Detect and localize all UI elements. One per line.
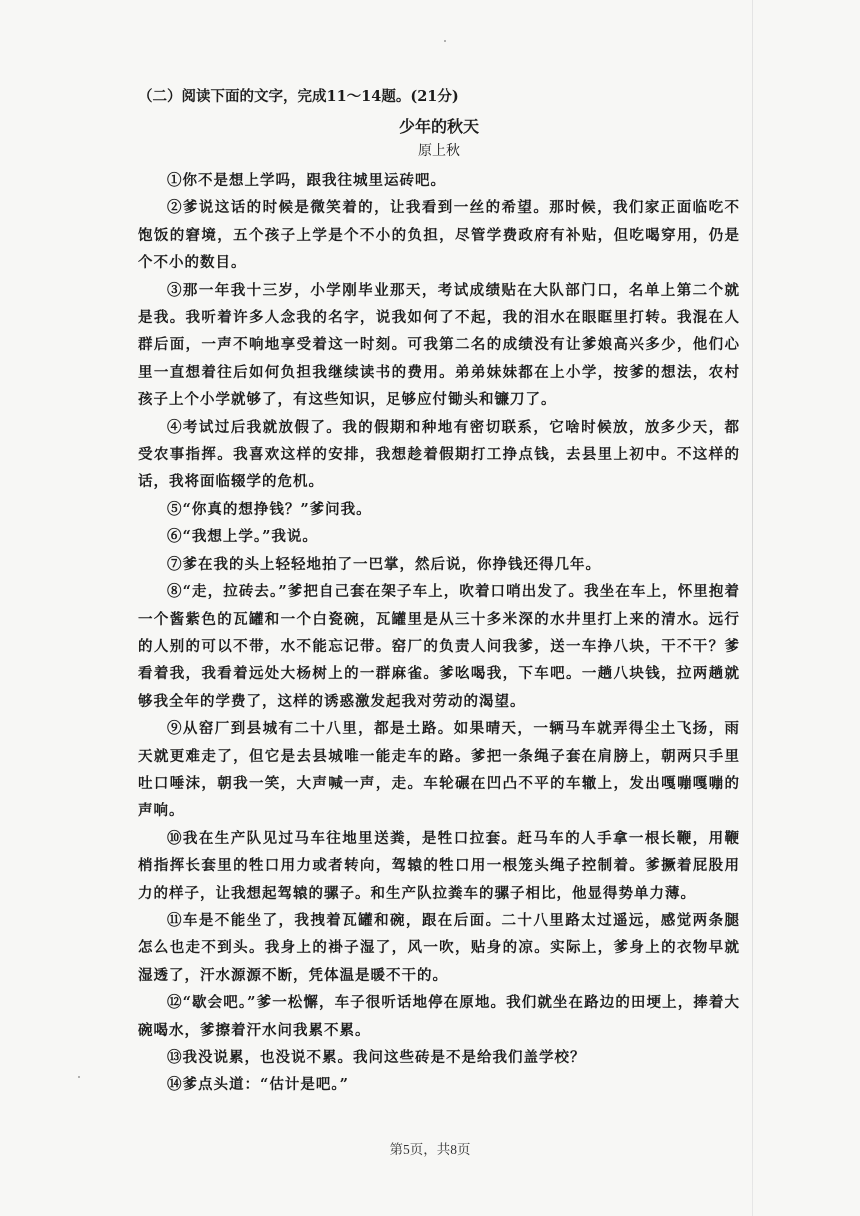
paragraph-4: ④考试过后我就放假了。我的假期和种地有密切联系，它啥时候放，放多少天，都受农事指挥。我喜欢这样的安排，我想趁着假期打工挣点钱，去县里上初中。不这样的话，我将面临辍学的危机。	[138, 418, 740, 491]
paragraph-5: ⑤“你真的想挣钱？”爹问我。	[167, 500, 372, 518]
paragraph-7: ⑦爹在我的头上轻轻地拍了一巴掌，然后说，你挣钱还得几年。	[167, 555, 601, 573]
reading-section	[138, 86, 740, 1099]
article-title: 少年的秋天	[398, 117, 479, 136]
paragraph-10: ⑩我在生产队见过马车往地里送粪，是牲口拉套。赶马车的人手拿一根长鞭，用鞭梢指挥长套里的牲口用力或者转向，驾辕的牲口用一根笼头绳子控制着。爹撅着屁股用力的样子，让我想起驾辕的骡子。和生产队拉粪车的骡子相比，他显得势单力薄。	[138, 829, 740, 902]
paragraph-14: ⑭爹点头道：“估计是吧。”	[167, 1076, 349, 1094]
section-heading: （二）阅读下面的文字，完成11～14题。(21分)	[138, 88, 459, 105]
paragraph-13: ⑬我没说累，也没说不累。我问这些砖是不是给我们盖学校？	[167, 1049, 586, 1066]
paragraph-11: ⑪车是不能坐了，我拽着瓦罐和碗，跟在后面。二十八里路太过遥远，感觉两条腿怎么也走不到头。我身上的褂子湿了，风一吹，贴身的凉。实际上，爹身上的衣物早就湿透了，汗水源源不断，凭体温是暖不干的。	[138, 911, 740, 984]
paragraph-6: ⑥“我想上学。”我说。	[167, 528, 318, 546]
article-body	[138, 167, 740, 1099]
scan-edge-line	[752, 0, 753, 1216]
paragraph-9: ⑨从窑厂到县城有二十八里，都是土路。如果晴天，一辆马车就弄得尘土飞扬，雨天就更难走了，但它是去县城唯一能走车的路。爹把一条绳子套在肩膀上，朝两只手里吐口唾沫，朝我一笑，大声喊一声，走。车轮碾在凹凸不平的车辙上，发出嘎嘣嘎嘣的声响。	[138, 720, 740, 820]
page-number: 第5页，共8页	[389, 1142, 471, 1157]
paragraph-8: ⑧“走，拉砖去。”爹把自己套在架子车上，吹着口哨出发了。我坐在车上，怀里抱着一个酱紫色的瓦罐和一个白瓷碗，瓦罐里是从三十多米深的水井里打上来的清水。远行的人别的可以不带，水不能忘记带。窑厂的负责人问我爹，送一车挣八块，干不干？爹看着我，我看着远处大杨树上的一群麻雀。爹吆喝我，下车吧。一趟八块钱，拉两趟就够我全年的学费了，这样的诱惑激发起我对劳动的渴望。	[138, 583, 740, 710]
article-author: 原上秋	[418, 143, 460, 159]
paragraph-3: ③那一年我十三岁，小学刚毕业那天，考试成绩贴在大队部门口，名单上第二个就是我。我听着许多人念我的名字，说我如何了不起，我的泪水在眼眶里打转。我混在人群后面，一声不响地享受着这一时刻。可我第二名的成绩没有让爹娘高兴多少，他们心里一直想着往后如何负担我继续读书的费用。弟弟妹妹都在上小学，按爹的想法，农村孩子上个小学就够了，有这些知识，足够应付锄头和镰刀了。	[138, 281, 740, 409]
paragraph-12: ⑫“歇会吧。”爹一松懈，车子很听话地停在原地。我们就坐在路边的田埂上，捧着大碗喝水，爹擦着汗水问我累不累。	[138, 994, 740, 1039]
scan-speck	[78, 1076, 80, 1078]
paragraph-1: ①你不是想上学吗，跟我往城里运砖吧。	[167, 172, 446, 189]
scan-speck	[444, 40, 446, 42]
paragraph-2: ②爹说这话的时候是微笑着的，让我看到一丝的希望。那时候，我们家正面临吃不饱饭的窘境，五个孩子上学是个不小的负担，尽管学费政府有补贴，但吃喝穿用，仍是个不小的数目。	[138, 199, 740, 272]
